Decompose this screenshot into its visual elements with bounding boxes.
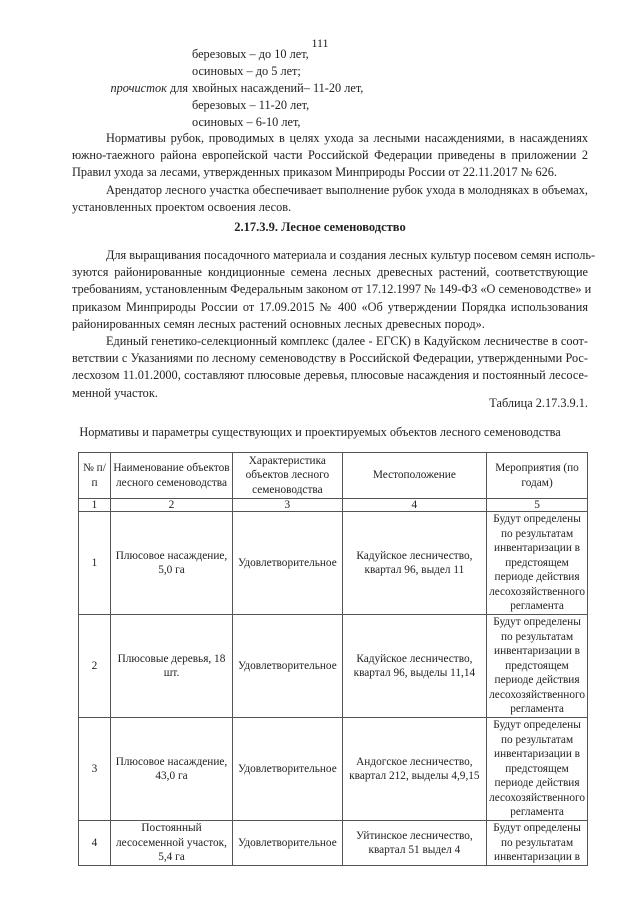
table-row [79, 718, 588, 821]
list-item: березовых – 11-20 лет, [192, 98, 310, 112]
seed-objects-table [78, 452, 588, 866]
table-row [79, 821, 588, 866]
table-row [79, 512, 588, 615]
cell-num: 1 [79, 512, 111, 615]
header-measures: Мероприятия (по годам) [487, 453, 588, 499]
cell-measures: Будут определены по результатам инвентаризации в предстоящем периоде действия лесохозяйственного регламента [487, 718, 588, 821]
list-item: осиновых – до 5 лет; [192, 64, 301, 78]
cell-location: Андогское лесничество, квартал 212, выделы 4,9,15 [342, 718, 486, 821]
cell-num: 4 [79, 821, 111, 866]
cell-num: 2 [79, 615, 111, 718]
cell-characteristic: Удовлетворительное [233, 615, 343, 718]
paragraph-egsk: Единый генетико-селекционный комплекс (далее - ЕГСК) в Кадуйском лесничестве в соот- ветствии с Указаниями по лесному семеноводству в Российской Федерации, утвержденными Рос- лесхозом 11.01.2000, составляют плюсовые деревья, плюсовые насаждения и постоянный лесосе- менной участок. [72, 334, 588, 400]
cell-location: Кадуйское лесничество, квартал 96, выделы 11,14 [342, 615, 486, 718]
cell-measures: Будут определены по результатам инвентаризации в предстоящем периоде действия лесохозяйственного регламента [487, 512, 588, 615]
cell-measures: Будут определены по результатам инвентаризации в предстоящем периоде действия лесохозяйственного регламента [487, 615, 588, 718]
table-label: Таблица 2.17.3.9.1. [489, 396, 588, 410]
cell-characteristic: Удовлетворительное [233, 821, 343, 866]
cell-characteristic: Удовлетворительное [233, 512, 343, 615]
cell-num: 3 [79, 718, 111, 821]
header-characteristic: Характеристика объектов лесного семеноводства [233, 453, 343, 499]
paragraph-seed-growing: Для выращивания посадочного материала и создания лесных культур посевом семян исполь- зуются районированные кондиционные семена лесных древесных растений, соответствующие требованиям, установленным Федеральным законом от 17.12.1997 № 149-ФЗ «О семеноводстве» и приказом Минприроды России от 17.09.2015 № 400 «Об утверждении Порядка использования районированных семян лесных растений основных лесных древесных пород». [72, 248, 596, 331]
cell-name: Плюсовое насаждение, 43,0 га [110, 718, 232, 821]
header-num: № п/п [79, 453, 111, 499]
list-item: прочисток для хвойных насаждений– 11-20 лет, [110, 81, 364, 95]
cell-name: Постоянный лесосеменной участок, 5,4 га [110, 821, 232, 866]
cell-measures: Будут определены по результатам инвентаризации в [487, 821, 588, 866]
table-title: Нормативы и параметры существующих и проектируемых объектов лесного семеноводства [79, 425, 561, 439]
cell-location: Уйтинское лесничество, квартал 51 выдел 4 [342, 821, 486, 866]
cell-name: Плюсовое насаждение, 5,0 га [110, 512, 232, 615]
age-list [104, 46, 363, 131]
header-name: Наименование объектов лесного семеноводства [110, 453, 232, 499]
paragraph-tenant: Арендатор лесного участка обеспечивает выполнение рубок ухода в молодняках в объемах, установленных проектом освоения лесов. [72, 183, 588, 215]
table-header-row [79, 453, 588, 499]
section-heading: 2.17.3.9. Лесное семеноводство [234, 220, 406, 234]
page-number: 111 [311, 36, 329, 50]
paragraph-cutting-norms: Нормативы рубок, проводимых в целях ухода за лесными насаждениями, в насаждениях южно-таежного района европейской части Российской Федерации приведены в приложении 2 Правил ухода за лесами, утвержденных приказом Минприроды России от 22.11.2017 № 626. [72, 131, 588, 180]
column-numbers-row: 1 2 3 4 5 [79, 499, 588, 512]
list-item: березовых – до 10 лет, [192, 47, 309, 61]
italic-term: прочисток [110, 81, 167, 95]
list-item: осиновых – 6-10 лет, [192, 115, 301, 129]
cell-location: Кадуйское лесничество, квартал 96, выдел 11 [342, 512, 486, 615]
cell-name: Плюсовые деревья, 18 шт. [110, 615, 232, 718]
table-row [79, 615, 588, 718]
header-location: Местоположение [342, 453, 486, 499]
cell-characteristic: Удовлетворительное [233, 718, 343, 821]
